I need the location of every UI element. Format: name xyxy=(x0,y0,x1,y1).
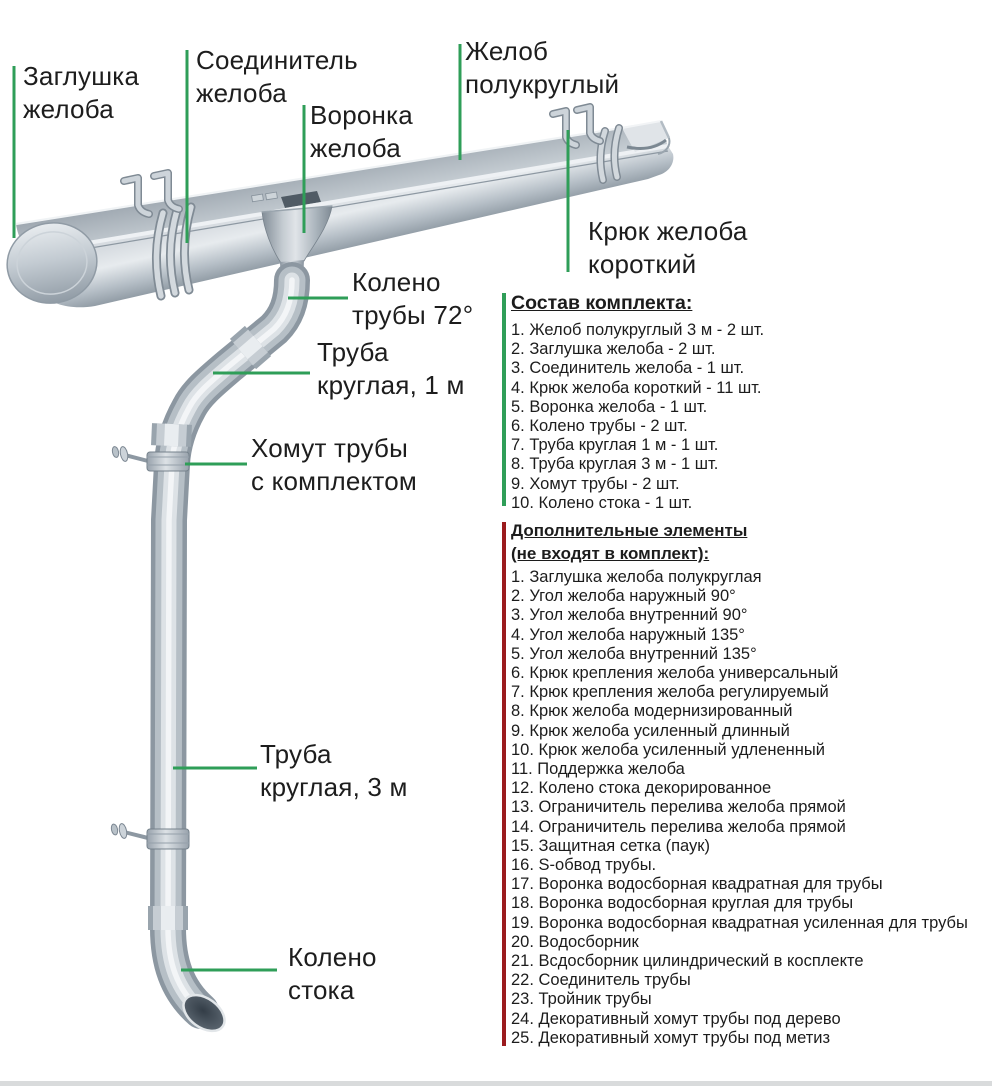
list-item: 10. Колено стока - 1 шт. xyxy=(511,493,693,512)
connector-clip xyxy=(266,192,278,200)
label-line: стока xyxy=(288,975,355,1005)
label-gutter-end-cap xyxy=(23,60,139,126)
label-line: Соединитель xyxy=(196,45,358,75)
list-item: 12. Колено стока декорированное xyxy=(511,779,772,798)
label-line: желоба xyxy=(23,94,114,124)
list-item: 3. Угол желоба внутренний 90° xyxy=(511,606,748,625)
label-gutter-hook-short xyxy=(588,215,748,281)
label-line: Колено xyxy=(288,942,377,972)
list-item: 2. Заглушка желоба - 2 шт. xyxy=(511,340,716,359)
extras-panel xyxy=(511,520,989,1048)
extras-items-list xyxy=(511,568,989,1048)
list-item: 7. Крюк крепления желоба регулируемый xyxy=(511,683,829,702)
label-line: Труба xyxy=(317,337,389,367)
bottom-divider xyxy=(0,1081,992,1086)
label-line: желоба xyxy=(310,133,401,163)
label-pipe-clamp xyxy=(251,432,417,498)
list-item: 6. Колено трубы - 2 шт. xyxy=(511,417,688,436)
label-line: трубы 72° xyxy=(352,300,474,330)
kit-title: Состав комплекта: xyxy=(511,292,693,314)
list-item: 2. Угол желоба наружный 90° xyxy=(511,587,736,606)
label-gutter-funnel xyxy=(310,99,413,165)
label-line: Труба xyxy=(260,739,332,769)
list-item: 4. Крюк желоба короткий - 11 шт. xyxy=(511,378,762,397)
label-line: полукруглый xyxy=(465,69,620,99)
list-item: 3. Соединитель желоба - 1 шт. xyxy=(511,359,745,378)
label-pipe-elbow-72 xyxy=(352,266,473,332)
label-line: Хомут трубы xyxy=(251,433,408,463)
list-item: 7. Труба круглая 1 м - 1 шт. xyxy=(511,436,719,455)
list-item: 22. Соединитель трубы xyxy=(511,971,691,990)
list-item: 9. Хомут трубы - 2 шт. xyxy=(511,474,680,493)
label-line: Желоб xyxy=(465,36,549,66)
list-item: 11. Поддержка желоба xyxy=(511,760,685,779)
extras-title-line: (не входят в комплект): xyxy=(511,543,710,563)
label-drain-elbow xyxy=(288,941,377,1007)
kit-items-list xyxy=(511,321,989,513)
list-item: 5. Воронка желоба - 1 шт. xyxy=(511,397,708,416)
label-pipe-1m xyxy=(317,336,465,402)
extras-title-line: Дополнительные элементы xyxy=(511,521,748,540)
label-pipe-3m xyxy=(260,738,408,804)
extras-title xyxy=(511,520,989,565)
list-item: 23. Тройник трубы xyxy=(511,990,652,1009)
label-line: Заглушка xyxy=(23,61,140,91)
label-line: круглая, 1 м xyxy=(317,370,465,400)
list-item: 5. Угол желоба внутренний 135° xyxy=(511,644,757,663)
list-item: 19. Воронка водосборная квадратная усиленная для трубы xyxy=(511,913,968,932)
label-line: с комплектом xyxy=(251,466,417,496)
downpipe xyxy=(168,280,292,1038)
label-line: короткий xyxy=(588,249,697,279)
list-item: 24. Декоративный хомут трубы под дерево xyxy=(511,1009,841,1028)
list-item: 14. Ограничитель перелива желоба прямой xyxy=(511,817,846,836)
list-item: 8. Крюк желоба модернизированный xyxy=(511,702,793,721)
list-item: 17. Воронка водосборная квадратная для трубы xyxy=(511,875,883,894)
list-item: 1. Заглушка желоба полукруглая xyxy=(511,568,762,586)
connector-clip xyxy=(252,194,264,202)
list-item: 21. Всдосборник цилиндрический в косплекте xyxy=(511,952,864,971)
list-item: 6. Крюк крепления желоба универсальный xyxy=(511,664,839,683)
list-item: 1. Желоб полукруглый 3 м - 2 шт. xyxy=(511,321,765,339)
list-item: 16. S-обвод трубы. xyxy=(511,856,657,875)
extras-accent-bar xyxy=(502,522,506,1046)
list-item: 4. Угол желоба наружный 135° xyxy=(511,625,745,644)
list-item: 20. Водосборник xyxy=(511,932,639,951)
list-item: 9. Крюк желоба усиленный длинный xyxy=(511,721,790,740)
kit-accent-bar xyxy=(502,293,506,506)
kit-contents-panel xyxy=(511,291,989,513)
list-item: 25. Декоративный хомут трубы под метиз xyxy=(511,1028,831,1047)
label-line: Крюк желоба xyxy=(588,216,748,246)
list-item: 15. Защитная сетка (паук) xyxy=(511,836,710,855)
label-line: Воронка xyxy=(310,100,413,130)
label-line: круглая, 3 м xyxy=(260,772,408,802)
label-gutter-half-round xyxy=(465,35,619,101)
list-item: 18. Воронка водосборная круглая для трубы xyxy=(511,894,854,913)
list-item: 8. Труба круглая 3 м - 1 шт. xyxy=(511,455,719,474)
list-item: 13. Ограничитель перелива желоба прямой xyxy=(511,798,846,817)
list-item: 10. Крюк желоба усиленный удлененный xyxy=(511,740,825,759)
label-line: желоба xyxy=(196,78,287,108)
label-line: Колено xyxy=(352,267,441,297)
